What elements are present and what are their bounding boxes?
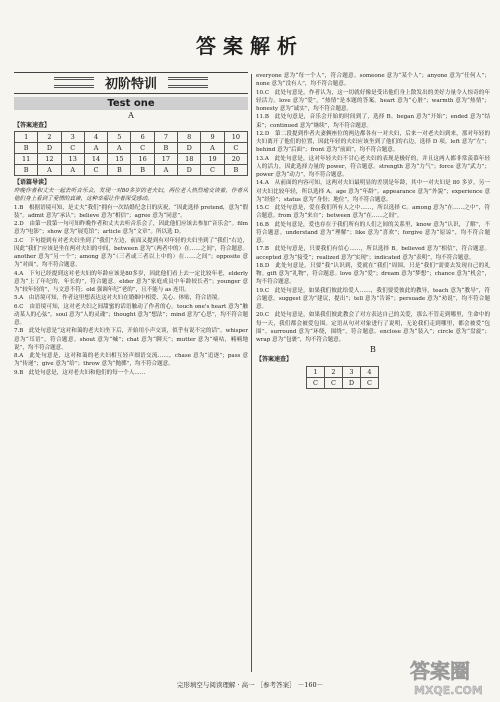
table-cell: A (154, 165, 177, 176)
answer-key-table (14, 131, 248, 176)
explanation-paragraph: 14.A 从前面的内容可知，这两对夫妇最明显的差别是年龄，其中一对夫妇是 80 多岁，另一对夫妇比较年轻，所以选择 A。age 意为“年龄”。appearance 意为“外貌”；experience 意为“经验”；status 意为“身份；地位”，均不符合题意。 (256, 180, 490, 203)
table-cell: C (84, 165, 107, 176)
explanation-paragraph: everyone 意为“每一个人”，符合题意。someone 意为“某个人”；anyone 意为“任何人”；none 意为“没有人”，均不符合题意。 (256, 73, 490, 88)
watermark-text: 答案圈 (410, 659, 470, 683)
table-cell: 18 (178, 154, 201, 165)
table-cell: 3 (343, 367, 361, 378)
explanation-paragraph: 9.B 此处句意是，这对老夫妇和他们的每一个人…… (14, 369, 146, 376)
table-cell: C (325, 378, 343, 389)
table-cell: 11 (15, 154, 38, 165)
explanation-paragraph: 18.D 此处句意是，只要“我”认识到，爱就在“我们”周围，只是“我们”需要去发现自己的礼物。gift 意为“礼物”，符合题意。love 意为“爱”；dream 意为“梦想”；chance 意为“机会”，均不符合题意。 (256, 262, 490, 286)
table-row (15, 143, 248, 154)
page-title: 答案解析 (196, 34, 304, 58)
table-cell: 1 (307, 367, 325, 378)
table-cell: B (15, 165, 38, 176)
watermark-domain: MXQE.COM (414, 684, 483, 697)
table-cell: C (201, 165, 224, 176)
table-cell: 12 (38, 154, 61, 165)
table-cell: 15 (108, 154, 131, 165)
banner-title: 初阶特训 (99, 77, 163, 92)
table-cell: 19 (201, 154, 224, 165)
table-cell: 6 (131, 132, 154, 143)
table-cell: 10 (224, 132, 247, 143)
table-cell: 5 (108, 132, 131, 143)
table-cell: C (61, 143, 84, 154)
section-label-a: A (128, 111, 134, 120)
table-row (15, 132, 248, 143)
explanation-paragraph: 16.B 此处句意是，爱也存在于我们所有的人们之间的关系里，know 意为“认识，了解”，不符合题意。understand 意为“理解”；like 意为“喜欢”；forgive 意为“原谅”，均不符合题意。 (256, 221, 490, 244)
table-cell: B (15, 143, 38, 154)
table-cell: 4 (84, 132, 107, 143)
left-column (14, 72, 248, 377)
table-cell: 9 (201, 132, 224, 143)
table-row (15, 154, 248, 165)
table-cell: 20 (224, 154, 247, 165)
banner-decoration-left (54, 77, 94, 88)
explanation-paragraph: 6.C 由语境可知，这对老夫妇之间甜蜜的话语触动了作者的心。touch one's heart 意为“触动某人的心弦”，soul 意为“人的灵魂”；thought 意为“想法”；mind 意为“心思”，均不符合题意。 (14, 303, 248, 326)
answer-key-heading: 【答案速查】 (14, 122, 51, 129)
watermark-logo-icon (404, 652, 496, 700)
answer-key-heading-b: 【答案速查】 (256, 356, 293, 364)
table-cell: A (201, 143, 224, 154)
test-title: Test one (14, 97, 248, 110)
table-cell: D (178, 143, 201, 154)
table-cell: B (131, 165, 154, 176)
passage-guide-heading: 【语篇导读】 (14, 179, 51, 186)
page-footer: 完形填空与阅读理解 · 高一 ［参考答案］ －160－ (176, 681, 324, 689)
table-cell: D (38, 143, 61, 154)
table-row (307, 367, 379, 378)
table-cell: A (38, 165, 61, 176)
table-cell: B (108, 165, 131, 176)
explanation-paragraph: 10.C 此处句意是，作者认为，这一切就好像是受出他们身上散发出的美好力量令人惊奇的年轻活力。love 意为“爱”，“热情”是本题的答案。heart 意为“心脏”；warmth 意为“热情”；honesty 意为“诚实”，均不符合题意。 (256, 89, 490, 112)
explanation-paragraph: 13.A 此处句意是，这对年轻夫妇不甘心老夫妇的表现是极好的，并且这两人都非常羡慕年轻人的活力，因此选择力量的 power，符合题意。strength 意为“力气”；force 意为“武力”；power 意为“动力”，均不符合题意。 (256, 155, 490, 178)
table-cell: 2 (325, 367, 343, 378)
table-cell: 2 (38, 132, 61, 143)
table-cell: 7 (154, 132, 177, 143)
column-divider (251, 74, 252, 672)
explanation-paragraph: 1.B 根据语境可知，是丈夫“我们”拥有一次结婚纪念日的庆祝，“因此选择 pretend，意为“假装”。admit 意为“承认”；believe 意为“相信”；agree 意为“同意”。 (14, 204, 248, 219)
explanation-paragraph: 4.A 下句已经提到这对老夫妇的年龄应该是80多岁，因此他们看上去一定比较年老，elderly 意为“上了年纪的，年长的”，符合题意。elder 意为“家庭成员中年龄较长者”；younger 意为“较年轻的”，与文意不符；old 强调年纪“老的”，且不能与 as 连用。 (14, 270, 248, 293)
table-cell: C (361, 378, 379, 389)
right-column (256, 72, 490, 389)
explanation-paragraph: 15.C 此处句意是，爱在我们所有人之中……，所以选择 C。among 意为“在……之中”，符合题意。from 意为“来自”；between 意为“在……之间”。 (256, 205, 490, 220)
explanation-paragraph: 12.D 第二段提到作者夫妻俩座位的两边都各有一对夫妇，后来一对老夫妇到来，那对年轻的夫妇离开了他们的位置，因此年轻的夫妇应该坐到了他们的右边，选择 D 项。left 意为“左”；behind 意为“后面”；front 意为“前面”，均不符合题意。 (256, 130, 490, 154)
table-row (15, 165, 248, 176)
table-cell: 1 (15, 132, 38, 143)
table-cell: 8 (178, 132, 201, 143)
table-cell: 17 (154, 154, 177, 165)
table-cell: C (224, 143, 247, 154)
explanation-paragraph: 3.C 下句提到有对老夫妇坐到了“我们”左边，前面又提到有对年轻的夫妇坐到了“我们”右边，因此“我们”应该是坐在两对夫妇的中间，between 意为“（两者中的）在……之间”，符合题意。another 意为“另一个”；among 意为“（三者或三者以上中的）在……之间”；opposite 意为“对面”，均不符合题意。 (14, 237, 248, 269)
table-cell: C (307, 378, 325, 389)
explanation-paragraph: 5.A 由语境可知，作者这里想表达这对夫妇在婚姻中相爱、关心、体贴，符合语境。 (14, 295, 223, 302)
table-row (307, 378, 379, 389)
explanation-paragraph: 2.D 由第一段第一句可知昨晚作者和丈夫去听音乐会了，因此他们应该去参加“音乐会”。film 意为“电影”；show 意为“展览馆”；article 意为“文章”。所以选 D。 (14, 221, 248, 236)
table-cell: A (108, 143, 131, 154)
table-cell: D (178, 165, 201, 176)
answer-key-table-b (306, 366, 379, 389)
passage-intro: 昨晚作者和丈夫一起去听音乐会，发现一对80多岁的老夫妇，两位老人热烈地交谈着，作者从他们身上看到了爱情的真谛，这种幸福让作者深受感动。 (14, 188, 248, 203)
table-cell: 13 (61, 154, 84, 165)
banner-decoration-right (168, 77, 208, 88)
explanation-paragraph: 7.B 此处句意是“这对和蔼的老夫妇坐下后，开始用小声交谈，似乎有说不完的话”。whisper 意为“耳语”，符合题意。shout 意为“喊”；chat 意为“聊天”；mutter 意为“嘀咕，喃喃地说”，均不符合题意。 (14, 328, 248, 351)
explanation-paragraph: 8.A 此处句意是，这对和蔼的老夫妇相互轻声细语交流……，chase 意为“追逐”；pass 意为“传递”；give 意为“给”；throw 意为“抛掷”，均不符合题意。 (14, 353, 248, 368)
explanation-paragraph: 20.C 此处句意是，如果我们彼此教会了对方表达自己的关爱，那么不管走到哪里，生命中的每一天，我们都会被爱包围。定语从句对对象进行了说明，无论我们走到哪里，都会被爱“包围”。surround 意为“环绕，围绕”，符合题意。enclose 意为“装入”；circle 意为“盘旋”；wrap 意为“包裹”，均不符合题意。 (256, 312, 490, 343)
table-cell: D (343, 378, 361, 389)
table-cell: A (84, 143, 107, 154)
table-cell: B (224, 165, 247, 176)
explanation-paragraph: 17.B 此处句意是，只要我们有信心……，所以选择 B。believed 意为“相信”，符合题意。accepted 意为“接受”；realized 意为“实现”；indicated 意为“表明”，均不符合题意。 (256, 246, 490, 261)
explanation-paragraph: 19.C 此处句意是，如果我们彼此给爱人……，我们要爱彼此的教导，teach 意为“教导”，符合题意。suggest 意为“建议，提出”；tell 意为“告诉”；persuade 意为“劝说”，均不符合题意。 (256, 287, 490, 310)
table-cell: B (154, 143, 177, 154)
section-banner (14, 72, 248, 94)
table-cell: C (131, 143, 154, 154)
explanation-paragraph: 11.B 此处句意是，音乐会开始的时间到了，选择 B。began 意为“开始”；ended 意为“结束”；continued 意为“继续”，均不符合题意。 (256, 114, 490, 129)
table-cell: 4 (361, 367, 379, 378)
section-label-b: B (370, 345, 376, 355)
table-cell: 14 (84, 154, 107, 165)
table-cell: 3 (61, 132, 84, 143)
table-cell: A (61, 165, 84, 176)
table-cell: 16 (131, 154, 154, 165)
